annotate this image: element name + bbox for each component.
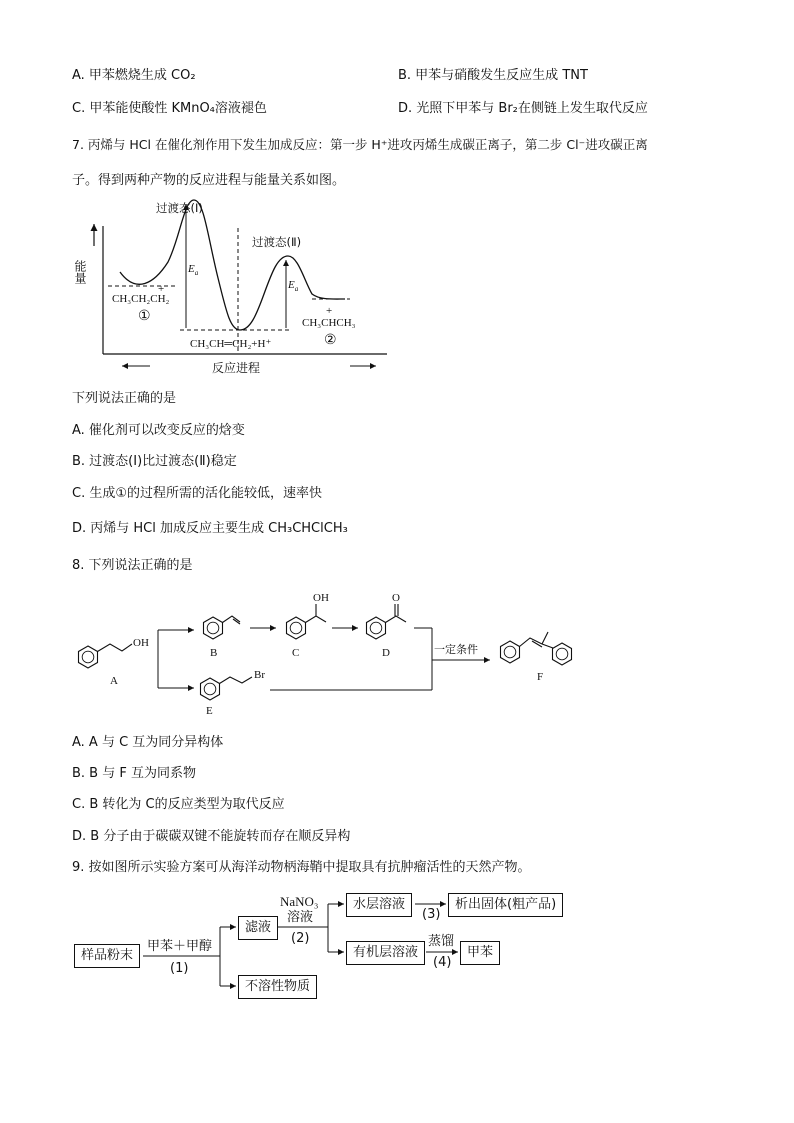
- a-group: OH: [133, 637, 149, 649]
- product1-number: ①: [138, 309, 151, 324]
- sample-box: 样品粉末: [74, 944, 140, 968]
- reaction-scheme: [70, 586, 590, 721]
- organic-box: 有机层溶液: [346, 941, 425, 965]
- y-axis-label: 能量: [73, 260, 87, 284]
- step2-reagent-line1: NaNO₃: [280, 894, 319, 909]
- q8-stem: 8. 下列说法正确的是: [72, 558, 193, 573]
- ea-label-2: $E_a$: [288, 279, 299, 293]
- toluene-box: 甲苯: [460, 941, 500, 965]
- q7-option-c: C. 生成①的过程所需的活化能较低，速率快: [72, 486, 322, 501]
- step1-reagent: 甲苯＋甲醇: [147, 939, 213, 954]
- q6-option-a: A. 甲苯燃烧生成 CO₂: [72, 68, 196, 83]
- c-group: OH: [313, 592, 329, 604]
- solid-box: 析出固体(粗产品): [448, 893, 563, 917]
- q9-stem: 9. 按如图所示实验方案可从海洋动物柄海鞘中提取具有抗肿瘤活性的天然产物。: [72, 860, 531, 875]
- step3-label: (3): [422, 907, 441, 922]
- ts1-label: 过渡态(Ⅰ): [156, 201, 203, 215]
- filtrate-box: 滤液: [238, 916, 278, 940]
- q8-option-a: A. A 与 C 互为同分异构体: [72, 735, 224, 750]
- condition-label: 一定条件: [434, 643, 478, 656]
- step1-label: (1): [170, 961, 189, 976]
- step4-reagent: 蒸馏: [428, 934, 455, 949]
- q6-option-c: C. 甲苯能使酸性 KMnO₄溶液褪色: [72, 101, 267, 116]
- product1-charge: +: [158, 283, 165, 295]
- ea-label-1: $E_a$: [188, 263, 199, 277]
- c-label: C: [292, 647, 300, 659]
- step2-reagent-line2: 溶液: [287, 910, 314, 925]
- step4-label: (4): [433, 955, 452, 970]
- ts2-label: 过渡态(Ⅱ): [252, 235, 302, 249]
- d-label: D: [382, 647, 390, 659]
- insoluble-box: 不溶性物质: [238, 975, 317, 999]
- product1-formula: CH₃CH₂CH₂: [112, 293, 170, 305]
- q8-option-c: C. B 转化为 C的反应类型为取代反应: [72, 797, 285, 812]
- a-label: A: [110, 675, 118, 687]
- q6-option-d: D. 光照下甲苯与 Br₂在侧链上发生取代反应: [398, 101, 648, 116]
- q8-option-b: B. B 与 F 互为同系物: [72, 766, 196, 781]
- x-axis-label: 反应进程: [212, 361, 261, 375]
- q7-stem-line2: 子。得到两种产物的反应进程与能量关系如图。: [72, 173, 346, 188]
- q7-option-d: D. 丙烯与 HCl 加成反应主要生成 CH₃CHClCH₃: [72, 521, 348, 536]
- q7-stem-line1: 7. 丙烯与 HCl 在催化剂作用下发生加成反应：第一步 H⁺进攻丙烯生成碳正离子，第二步 Cl⁻进攻碳正离: [72, 137, 648, 152]
- q7-option-a: A. 催化剂可以改变反应的焓变: [72, 423, 245, 438]
- step2-label: (2): [291, 931, 310, 946]
- q7-option-b: B. 过渡态(Ⅰ)比过渡态(Ⅱ)稳定: [72, 454, 237, 469]
- f-label: F: [537, 671, 544, 683]
- product2-number: ②: [324, 333, 337, 348]
- product2-charge: +: [326, 305, 333, 317]
- q8-option-d: D. B 分子由于碳碳双键不能旋转而存在顺反异构: [72, 829, 351, 844]
- b-label: B: [210, 647, 218, 659]
- product2-formula: CH₃CHCH₃: [302, 317, 356, 329]
- q7-question: 下列说法正确的是: [72, 391, 177, 406]
- e-label: E: [206, 705, 213, 717]
- reactant-label: CH₃CH═CH₂+H⁺: [190, 338, 272, 350]
- q6-option-b: B. 甲苯与硝酸发生反应生成 TNT: [398, 68, 588, 83]
- d-group: O: [392, 592, 400, 604]
- aqueous-box: 水层溶液: [346, 893, 412, 917]
- e-group: Br: [254, 669, 265, 681]
- energy-diagram: [73, 198, 400, 380]
